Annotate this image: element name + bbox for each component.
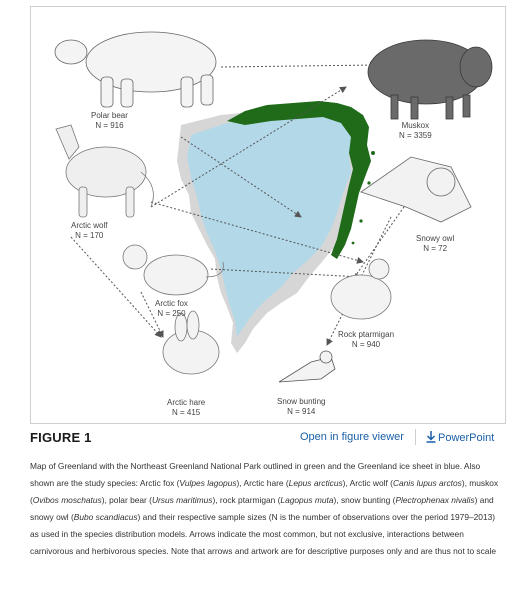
divider (415, 429, 416, 445)
label-muskox: Muskox N = 3359 (399, 121, 432, 140)
powerpoint-download-link[interactable] (426, 431, 494, 444)
arctic-wolf-illustration (56, 125, 153, 217)
arctic-fox-illustration (123, 245, 223, 295)
polar-bear-illustration (55, 32, 216, 107)
snowy-owl-illustration (361, 157, 471, 222)
label-rock-ptarmigan: Rock ptarmigan N = 940 (338, 330, 395, 349)
label-snow-bunting: Snow bunting N = 914 (277, 397, 326, 416)
figure-header (30, 428, 504, 448)
snow-bunting-illustration (279, 351, 335, 382)
download-icon (426, 431, 436, 443)
figure-caption: Map of Greenland with the Northeast Greenland National Park outlined in green and the Greenland ice sheet in blue. Also shown are the study species: Arctic fox (Vulpes lagopus), Arctic hare (Lepus arcticus), Arctic wolf (Canis lupus arctos), muskox (Ovibos moschatus), polar bear (Ursus maritimus), rock ptarmigan (Lagopus muta), snow bunting (Plectrophenax nivalis) and snowy owl (Bubo scandiacus) and their respective sample sizes (N is the number of observations over the period 1979–2013) as used in the species distribution models. Arrows indicate the most common, but not exclusive, interactions between carnivorous and herbivorous species. Note that arrows and artwork are for descriptive purposes only and are thus not to scale (30, 461, 499, 556)
label-arctic-fox: Arctic fox N = 250 (155, 299, 188, 318)
rock-ptarmigan-illustration (331, 259, 391, 319)
powerpoint-label: PowerPoint (438, 432, 495, 444)
label-polar-bear: Polar bear N = 916 (91, 111, 128, 130)
label-snowy-owl: Snowy owl N = 72 (416, 234, 455, 253)
arctic-hare-illustration (163, 311, 219, 374)
figure-artwork (31, 7, 505, 423)
label-arctic-wolf: Arctic wolf N = 170 (71, 221, 108, 240)
open-in-figure-viewer-link[interactable]: Open in figure viewer (300, 431, 404, 443)
figure-image[interactable] (30, 6, 506, 424)
label-arctic-hare: Arctic hare N = 415 (167, 398, 206, 417)
figure-title: FIGURE 1 (30, 430, 92, 445)
muskox-illustration (368, 40, 492, 119)
